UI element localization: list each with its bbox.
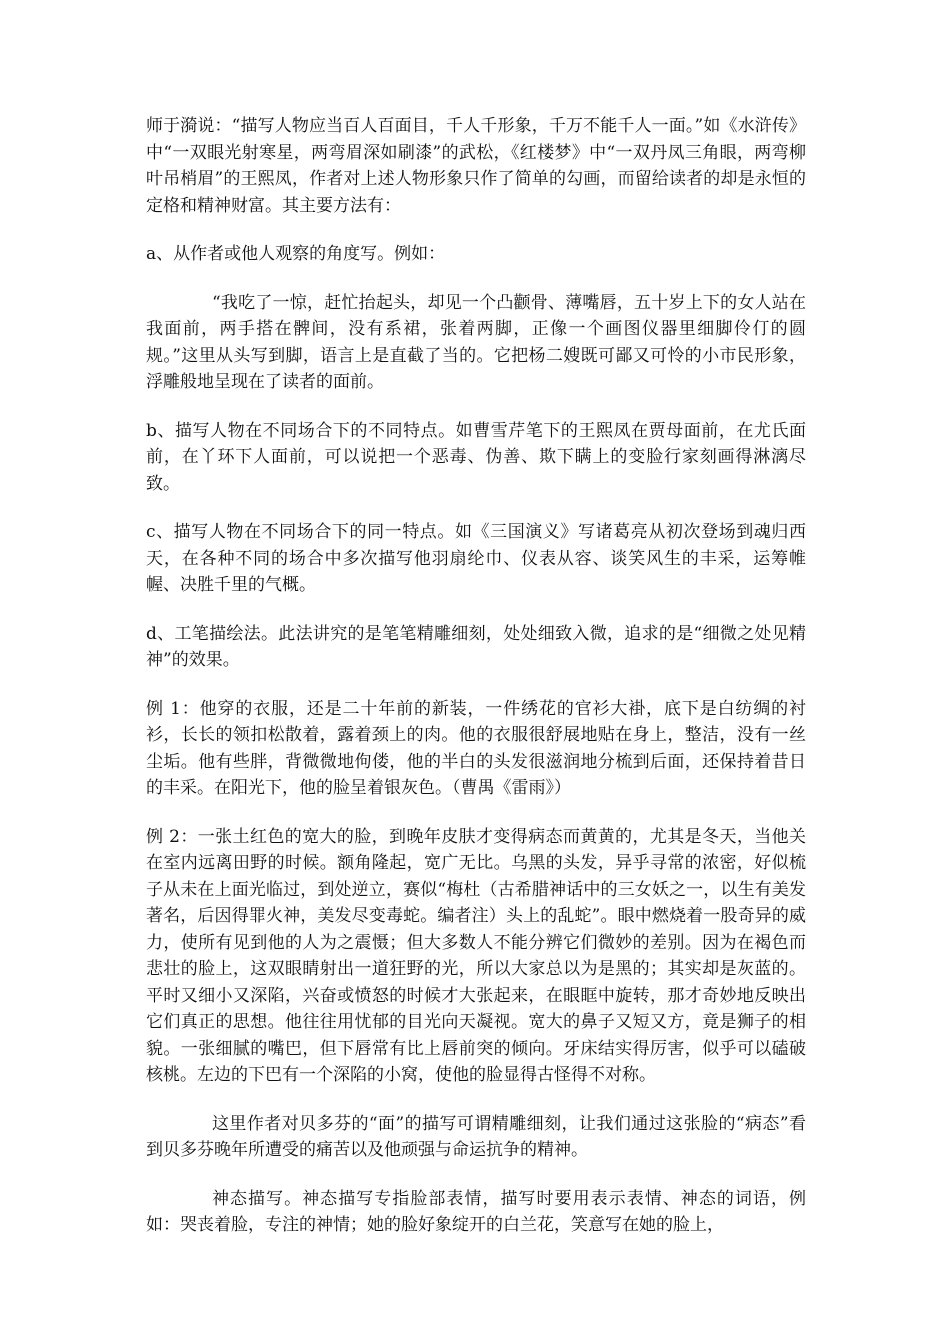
paragraph-quote-yang-ersao: “我吃了一惊，赶忙抬起头，却见一个凸颧骨、薄嘴唇，五十岁上下的女人站在我面前，两手搭在髀间，没有系裙，张着两脚，正像一个画图仪器里细脚伶仃的圆规。”这里从头写到脚，语言上是直截了当的。它把杨二嫂既可鄙又可怜的小市民形象，浮雕般地呈现在了读者的面前。 <box>146 292 806 392</box>
paragraph-intro: 师于漪说：“描写人物应当百人百面目，千人千形象，千万不能千人一面。”如《水浒传》中“一双眼光射寒星，两弯眉深如刷漆”的武松，《红楼梦》中“一双丹凤三角眼，两弯柳叶吊梢眉”的王熙凤，作者对上述人物形象只作了简单的勾画，而留给读者的却是永恒的定格和精神财富。其主要方法有： <box>146 116 806 216</box>
paragraph-example-2: 例 2：一张土红色的宽大的脸，到晚年皮肤才变得病态而黄黄的，尤其是冬天，当他关在室内远离田野的时候。额角隆起，宽广无比。乌黑的头发，异乎寻常的浓密，好似梳子从未在上面光临过，到处逆立，赛似“梅杜（古希腊神话中的三女妖之一，以生有美发著名，后因得罪火神，美发尽变毒蛇。编者注）头上的乱蛇”。眼中燃烧着一股奇异的威力，使所有见到他的人为之震慑；但大多数人不能分辨它们微妙的差别。因为在褐色而悲壮的脸上，这双眼睛射出一道狂野的光，所以大家总以为是黑的；其实却是灰蓝的。平时又细小又深陷，兴奋或愤怒的时候才大张起来，在眼眶中旋转，那才奇妙地反映出它们真正的思想。他往往用忧郁的目光向天凝视。宽大的鼻子又短又方，竟是狮子的相貌。一张细腻的嘴巴，但下唇常有比上唇前突的倾向。牙床结实得厉害，似乎可以磕破核桃。左边的下巴有一个深陷的小窝，使他的脸显得古怪得不对称。 <box>146 826 806 1085</box>
paragraph-method-b: b、描写人物在不同场合下的不同特点。如曹雪芹笔下的王熙凤在贾母面前，在尤氏面前，在丫环下人面前，可以说把一个恶毒、伪善、欺下瞒上的变脸行家刻画得淋漓尽致。 <box>146 420 806 494</box>
paragraph-expression-description: 神态描写。神态描写专指脸部表情，描写时要用表示表情、神态的词语，例如：哭丧着脸，专注的神情；她的脸好象绽开的白兰花，笑意写在她的脸上， <box>146 1188 806 1235</box>
paragraph-example-1: 例 1：他穿的衣服，还是二十年前的新装，一件绣花的官衫大褂，底下是白纺绸的衬衫，长长的领扣松散着，露着颈上的肉。他的衣服很舒展地贴在身上，整洁，没有一丝尘垢。他有些胖，背微微地佝偻，他的半白的头发很滋润地分梳到后面，还保持着昔日的丰采。在阳光下，他的脸呈着银灰色。（曹禺《雷雨》） <box>146 698 806 798</box>
paragraph-method-a: a、从作者或他人观察的角度写。例如： <box>146 244 446 264</box>
paragraph-beethoven-comment: 这里作者对贝多芬的“面”的描写可谓精雕细刻，让我们通过这张脸的“病态”看到贝多芬晚年所遭受的痛苦以及他顽强与命运抗争的精神。 <box>146 1113 806 1160</box>
document-body <box>146 113 806 1261</box>
paragraph-method-c: c、描写人物在不同场合下的同一特点。如《三国演义》写诸葛亮从初次登场到魂归西天，在各种不同的场合中多次描写他羽扇纶巾、仪表从容、谈笑风生的丰采，运筹帷幄、决胜千里的气概。 <box>146 522 806 595</box>
paragraph-method-d: d、工笔描绘法。此法讲究的是笔笔精雕细刻，处处细致入微，追求的是“细微之处见精神”的效果。 <box>146 623 806 670</box>
